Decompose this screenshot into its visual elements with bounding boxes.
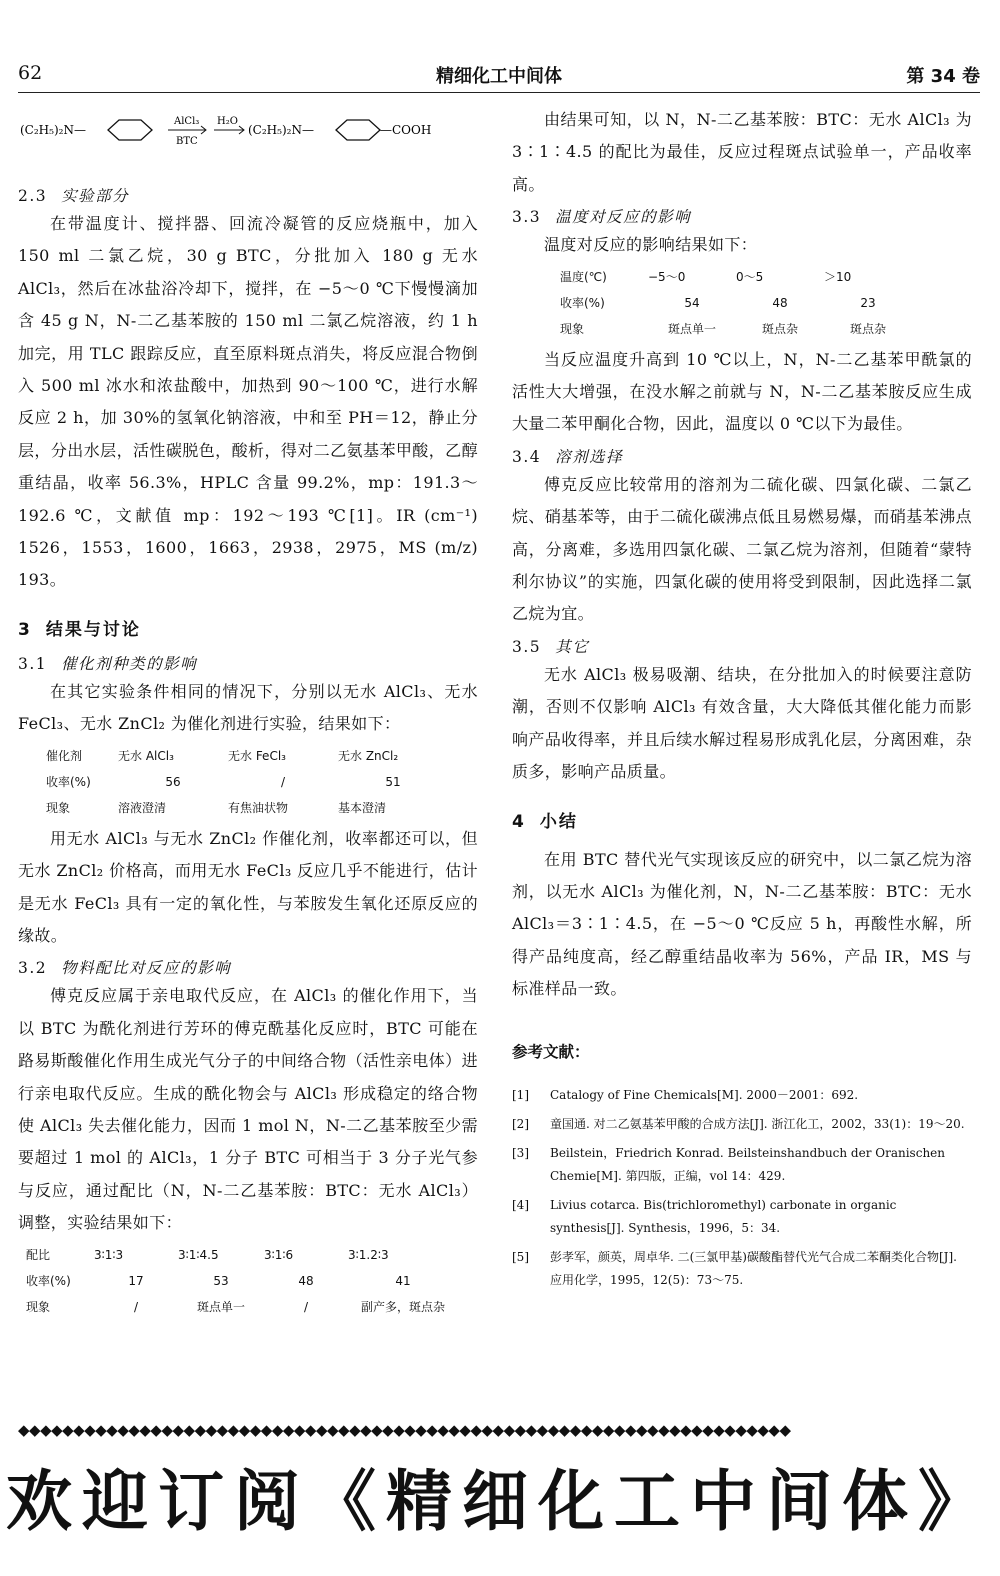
- section-3-4-heading: 3.4 溶剂选择: [512, 447, 624, 466]
- table-row: 配比 3∶1∶3 3∶1∶4.5 3∶1∶6 3∶1.2∶3: [26, 1247, 389, 1263]
- reference-item: [5] 彭孝军，颜英，周卓华. 二(三氯甲基)碳酸酯替代光气合成二苯酮类化合物[J]. 应用化学，1995，12(5)：73～75.: [512, 1249, 957, 1287]
- scheme-reagent-bottom: BTC: [176, 136, 198, 147]
- table-row: 催化剂 无水 AlCl₃ 无水 FeCl₃ 无水 ZnCl₂: [46, 749, 399, 764]
- decorative-star-divider: ◆◆◆◆◆◆◆◆◆◆◆◆◆◆◆◆◆◆◆◆◆◆◆◆◆◆◆◆◆◆◆◆◆◆◆◆◆◆◆◆◆◆◆◆◆◆◆◆◆◆◆◆◆◆◆◆◆◆◆◆◆◆◆◆◆◆◆◆◆◆: [18, 1421, 791, 1439]
- section-3-5-heading: 3.5 其它: [512, 637, 590, 656]
- volume-label: 第 34 卷: [906, 66, 980, 87]
- table-row: 现象 溶液澄清 有焦油状物 基本澄清: [46, 801, 387, 816]
- section-3-1-heading: 3.1 催化剂种类的影响: [18, 654, 198, 673]
- section-3-1-text: 在其它实验条件相同的情况下，分别以无水 AlCl₃、无水 FeCl₃、无水 ZnCl₂ 为催化剂进行实验，结果如下：: [18, 681, 478, 734]
- table-row: 收率(%) 54 48 23: [560, 295, 876, 311]
- reaction-scheme: [18, 104, 478, 162]
- scheme-product-acid: —COOH: [380, 123, 432, 137]
- section-4-text: 在用 BTC 替代光气实现该反应的研究中，以二氯乙烷为溶剂，以无水 AlCl₃ 为催化剂，N，N-二乙基苯胺：BTC：无水 AlCl₃＝3∶1∶4.5，在 −5～0 ℃反应 5 h，再酸性水解，所得产品纯度高，经乙醇重结晶收率为 56%，产品 IR，MS 与标准样品一致。: [512, 849, 972, 999]
- page-number: 62: [18, 62, 43, 84]
- scheme-reactant: (C₂H₅)₂N—: [20, 123, 86, 137]
- section-3-2-text: 傅克反应属于亲电取代反应，在 AlCl₃ 的催化作用下，当以 BTC 为酰化剂进行芳环的傅克酰基化反应时，BTC 可能在路易斯酸催化作用生成光气分子的中间络合物（活性亲电体）进行亲电取代反应。生成的酰化物会与 AlCl₃ 形成稳定的络合物使 AlCl₃ 失去催化能力，因而 1 mol N，N-二乙基苯胺至少需要超过 1 mol 的 AlCl₃，1 分子 BTC 可相当于 3 分子光气参与反应，通过配比（N，N-二乙基苯胺：BTC：无水 AlCl₃）调整，实验结果如下：: [18, 986, 478, 1233]
- section-3-4-text: 傅克反应比较常用的溶剂为二硫化碳、四氯化碳、二氯乙烷、硝基苯等，由于二硫化碳沸点低且易燃易爆，而硝基苯沸点高，分离难，多选用四氯化碳、二氯乙烷为溶剂，但随着“蒙特利尔协议”的实施，四氯化碳的使用将受到限制，因此选择二氯乙烷为宜。: [512, 474, 972, 624]
- journal-title: 精细化工中间体: [436, 66, 562, 87]
- table-row: 温度(℃) −5～0 0～5 ＞10: [560, 270, 852, 285]
- table-row: 现象 / 斑点单一 / 副产多，斑点杂: [26, 1299, 445, 1315]
- reference-item: [3] Beilstein，Friedrich Konrad. Beilsteinshandbuch der Oranischen Chemie[M]. 第四版，正编，vol 14：429.: [512, 1145, 945, 1183]
- catalyst-table: [46, 743, 448, 821]
- ratio-conclusion: 由结果可知，以 N，N-二乙基苯胺：BTC：无水 AlCl₃ 为 3∶1∶4.5 的配比为最佳，反应过程斑点试验单一，产品收率高。: [512, 110, 972, 194]
- section-3-heading: 3 结果与讨论: [18, 619, 141, 640]
- page-header: [18, 56, 980, 93]
- section-2-3-heading: 2.3 实验部分: [18, 187, 130, 205]
- references-heading: 参考文献：: [512, 1042, 590, 1061]
- section-3-3-discussion: 当反应温度升高到 10 ℃以上，N，N-二乙基苯甲酰氯的活性大大增强，在没水解之前就与 N，N-二乙基苯胺反应生成大量二苯甲酮化合物，因此，温度以 0 ℃以下为最佳。: [512, 349, 972, 434]
- section-3-3-heading: 3.3 温度对反应的影响: [512, 208, 692, 227]
- reference-item: [4] Livius cotarca. Bis(trichloromethyl) carbonate in organic synthesis[J]. Synthesis，1996，5：34.: [512, 1197, 897, 1235]
- section-3-1-discussion: 用无水 AlCl₃ 与无水 ZnCl₂ 作催化剂，收率都还可以，但无水 ZnCl₂ 价格高，而用无水 FeCl₃ 反应几乎不能进行，估计是无水 FeCl₃ 具有一定的氧化性，与苯胺发生氧化还原反应的缘故。: [18, 828, 478, 945]
- scheme-reagent2: H₂O: [217, 116, 238, 127]
- section-2-3-text: 在带温度计、搅拌器、回流冷凝管的反应烧瓶中，加入 150 ml 二氯乙烷，30 g BTC，分批加入 180 g 无水 AlCl₃，然后在冰盐浴冷却下，搅拌，在 −5～0 ℃下慢慢滴加含 45 g N，N-二乙基苯胺的 150 ml 二氯乙烷溶液，约 1 h 加完，用 TLC 跟踪反应，直至原料斑点消失，将反应混合物倒入 500 ml 冰水和浓盐酸中，加热到 90～100 ℃，进行水解反应 2 h，加 30%的氢氧化钠溶液，中和至 PH＝12，静止分层，分出水层，活性碳脱色，酸析，得对二乙氨基苯甲酸，乙醇重结晶，收率 56.3%，HPLC 含量 99.2%，mp：191.3～192.6 ℃，文献值 mp：192～193 ℃[1]。IR (cm⁻¹) 1526，1553，1600，1663，2938，2975，MS (m/z) 193。: [18, 214, 478, 590]
- temperature-table: [560, 264, 912, 342]
- scheme-product-amine: (C₂H₅)₂N—: [248, 123, 314, 137]
- table-row: 现象 斑点单一 斑点杂 斑点杂: [560, 322, 886, 337]
- right-column: [512, 104, 972, 1298]
- benzene-ring-1: [108, 120, 152, 140]
- ratio-table: [26, 1242, 458, 1320]
- section-4-heading: 4 小结: [512, 811, 578, 832]
- section-3-2-heading: 3.2 物料配比对反应的影响: [18, 959, 232, 978]
- section-3-3-text: 温度对反应的影响结果如下：: [544, 235, 758, 255]
- reference-item: [1] Catalogy of Fine Chemicals[M]. 2000－2001：692.: [512, 1087, 859, 1102]
- section-3-5-text: 无水 AlCl₃ 极易吸潮、结块，在分批加入的时候要注意防潮，否则不仅影响 AlCl₃ 有效含量，大大降低其催化能力而影响产品收得率，并且后续水解过程易形成乳化层，分离困难，杂质多，影响产品质量。: [512, 664, 972, 782]
- benzene-ring-2: [336, 120, 380, 140]
- left-column: [18, 104, 478, 1322]
- table-row: 收率(%) 17 53 48 41: [26, 1273, 411, 1289]
- subscription-banner: 欢迎订阅《精细化工中间体》: [6, 1462, 994, 1540]
- scheme-reagent-top: AlCl₃: [174, 116, 200, 127]
- reaction-scheme-drawing: [18, 104, 478, 162]
- reference-item: [2] 童国通. 对二乙氨基苯甲酸的合成方法[J]. 浙江化工，2002，33(1)：19～20.: [512, 1116, 965, 1131]
- table-row: 收率(%) 56 / 51: [46, 774, 401, 790]
